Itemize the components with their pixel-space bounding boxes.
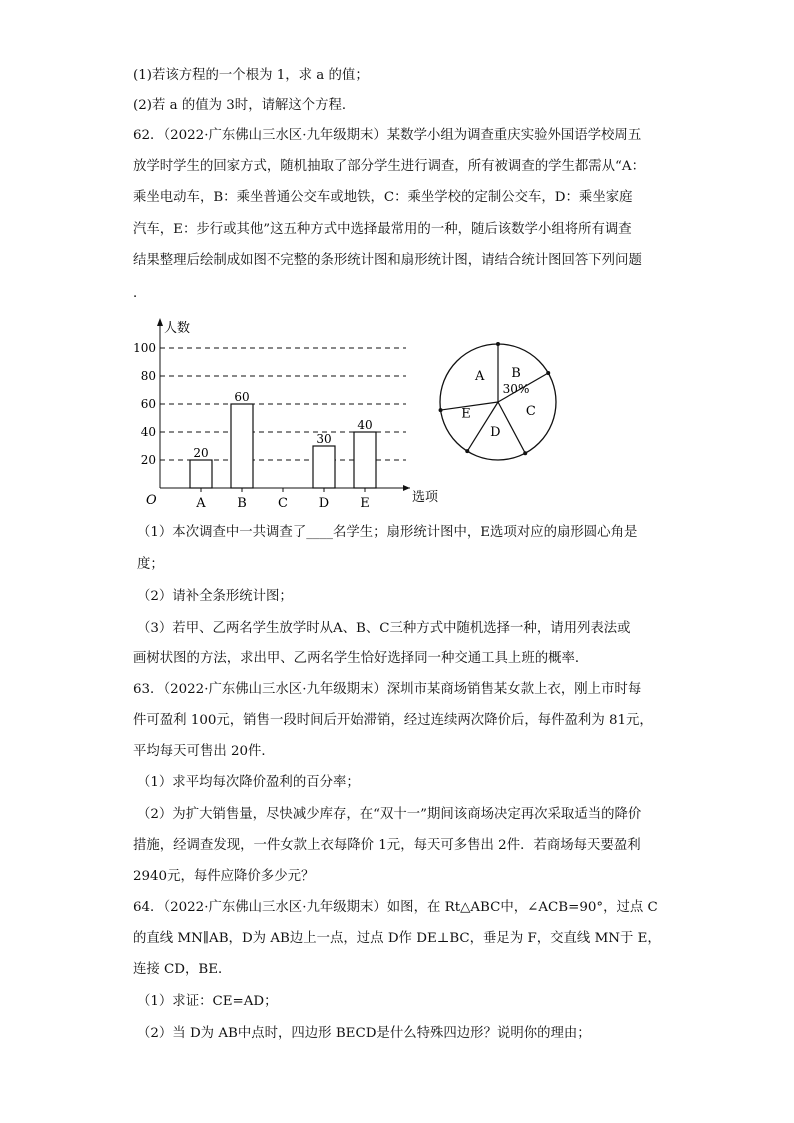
text-line: 的直线 MN∥AB，D为 AB边上一点，过点 D作 DE⊥BC，垂足为 F，交直线 MN于 E， [133, 931, 661, 946]
pie-edge-dot [465, 449, 469, 453]
text-line: 汽车，E：步行或其他”这五种方式中选择最常用的一种，随后该数学小组将所有调查 [133, 222, 632, 237]
question-64-header: 64．（2022·广东佛山三水区·九年级期末）如图，在 Rt△ABC中，∠ACB=90°，过点 C [133, 900, 658, 915]
question-64-part-1: （1）求证：CE=AD； [137, 994, 278, 1009]
text-line: ． [133, 286, 147, 301]
text-line: 连接 CD，BE． [133, 962, 232, 977]
text-line: 结果整理后绘制成如图不完整的条形统计图和扇形统计图，请结合统计图回答下列问题 [133, 253, 642, 268]
pie-slice-label: D [490, 424, 501, 440]
y-tick-label: 40 [140, 425, 156, 439]
x-axis-arrow [403, 485, 410, 491]
x-tick-label: A [196, 496, 206, 511]
pie-slice-label: A [474, 368, 485, 384]
pie-chart [430, 332, 570, 472]
y-axis-label: 人数 [164, 321, 191, 336]
bar-data-label: 40 [357, 418, 373, 432]
question-64-part-2: （2）当 D为 AB中点时，四边形 BECD是什么特殊四边形？说明你的理由； [137, 1026, 591, 1041]
bar [190, 460, 212, 488]
x-tick-label: B [237, 496, 247, 511]
pie-edge-dot [523, 451, 527, 455]
pie-slice-label: C [525, 403, 536, 419]
bar-chart-labels [133, 320, 439, 511]
pie-edge-dot [439, 408, 443, 412]
bar [231, 404, 253, 488]
x-tick-label: C [278, 496, 288, 511]
text-line: 乘坐电动车，B：乘坐普通公交车或地铁，C：乘坐学校的定制公交车，D：乘坐家庭 [133, 190, 633, 205]
text-line: 措施，经调查发现，一件女款上衣每降价 1元，每天可多售出 2件．若商场每天要盈利 [133, 838, 641, 853]
text-line: (1)若该方程的一个根为 1，求 a 的值； [133, 68, 369, 83]
bar-data-label: 30 [316, 432, 332, 446]
question-62-part-1: （1）本次调查中一共调查了____名学生；扇形统计图中，E选项对应的扇形圆心角是 [137, 525, 638, 540]
x-tick-label: D [318, 496, 330, 511]
x-tick-label: E [360, 496, 370, 511]
bar [354, 432, 376, 488]
bar [313, 446, 335, 488]
text-line: 画树状图的方法，求出甲、乙两名学生恰好选择同一种交通工具上班的概率． [133, 651, 589, 666]
text-line: (2)若 a 的值为 3时，请解这个方程． [133, 98, 356, 113]
text-line: 件可盈利 100元，销售一段时间后开始滞销，经过连续两次降价后，每件盈利为 81元， [133, 713, 653, 728]
pie-chart-slices [439, 342, 556, 460]
pie-edge-dot [496, 342, 500, 346]
y-tick-label: 80 [140, 369, 156, 383]
origin-label: O [146, 493, 157, 508]
y-tick-label: 20 [140, 453, 156, 467]
question-62-part-2: （2）请补全条形统计图； [137, 589, 293, 604]
text-line: 平均每天可售出 20件． [133, 744, 275, 759]
text-line: 度； [137, 557, 164, 572]
pie-slice-label: B [511, 366, 521, 382]
y-tick-label: 60 [140, 397, 156, 411]
question-62-header: 62．（2022·广东佛山三水区·九年级期末）某数学小组为调查重庆实验外国语学校周五 [133, 128, 642, 143]
pie-slice-annotation: 30% [502, 382, 530, 397]
y-axis-arrow [157, 318, 163, 326]
bar-data-label: 60 [234, 390, 250, 404]
pie-edge-dot [546, 371, 550, 375]
pie-slice-label: E [461, 406, 471, 422]
bar-chart-bars [190, 404, 376, 488]
question-63-part-1: （1）求平均每次降价盈利的百分率； [137, 775, 360, 790]
x-axis-label: 选项 [412, 490, 439, 505]
text-line: 放学时学生的回家方式，随机抽取了部分学生进行调查，所有被调查的学生都需从“A： [133, 159, 645, 174]
question-63-header: 63．（2022·广东佛山三水区·九年级期末）深圳市某商场销售某女款上衣，刚上市时每 [133, 682, 642, 697]
y-tick-label: 100 [133, 341, 156, 355]
bar-chart [120, 312, 439, 512]
question-63-part-2: （2）为扩大销售量，尽快减少库存，在“双十一”期间该商场决定再次采取适当的降价 [137, 807, 642, 822]
bar-data-label: 20 [193, 446, 209, 460]
question-62-part-3: （3）若甲、乙两名学生放学时从A、B、C三种方式中随机选择一种，请用列表法或 [137, 621, 631, 636]
text-line: 2940元，每件应降价多少元？ [133, 869, 315, 884]
